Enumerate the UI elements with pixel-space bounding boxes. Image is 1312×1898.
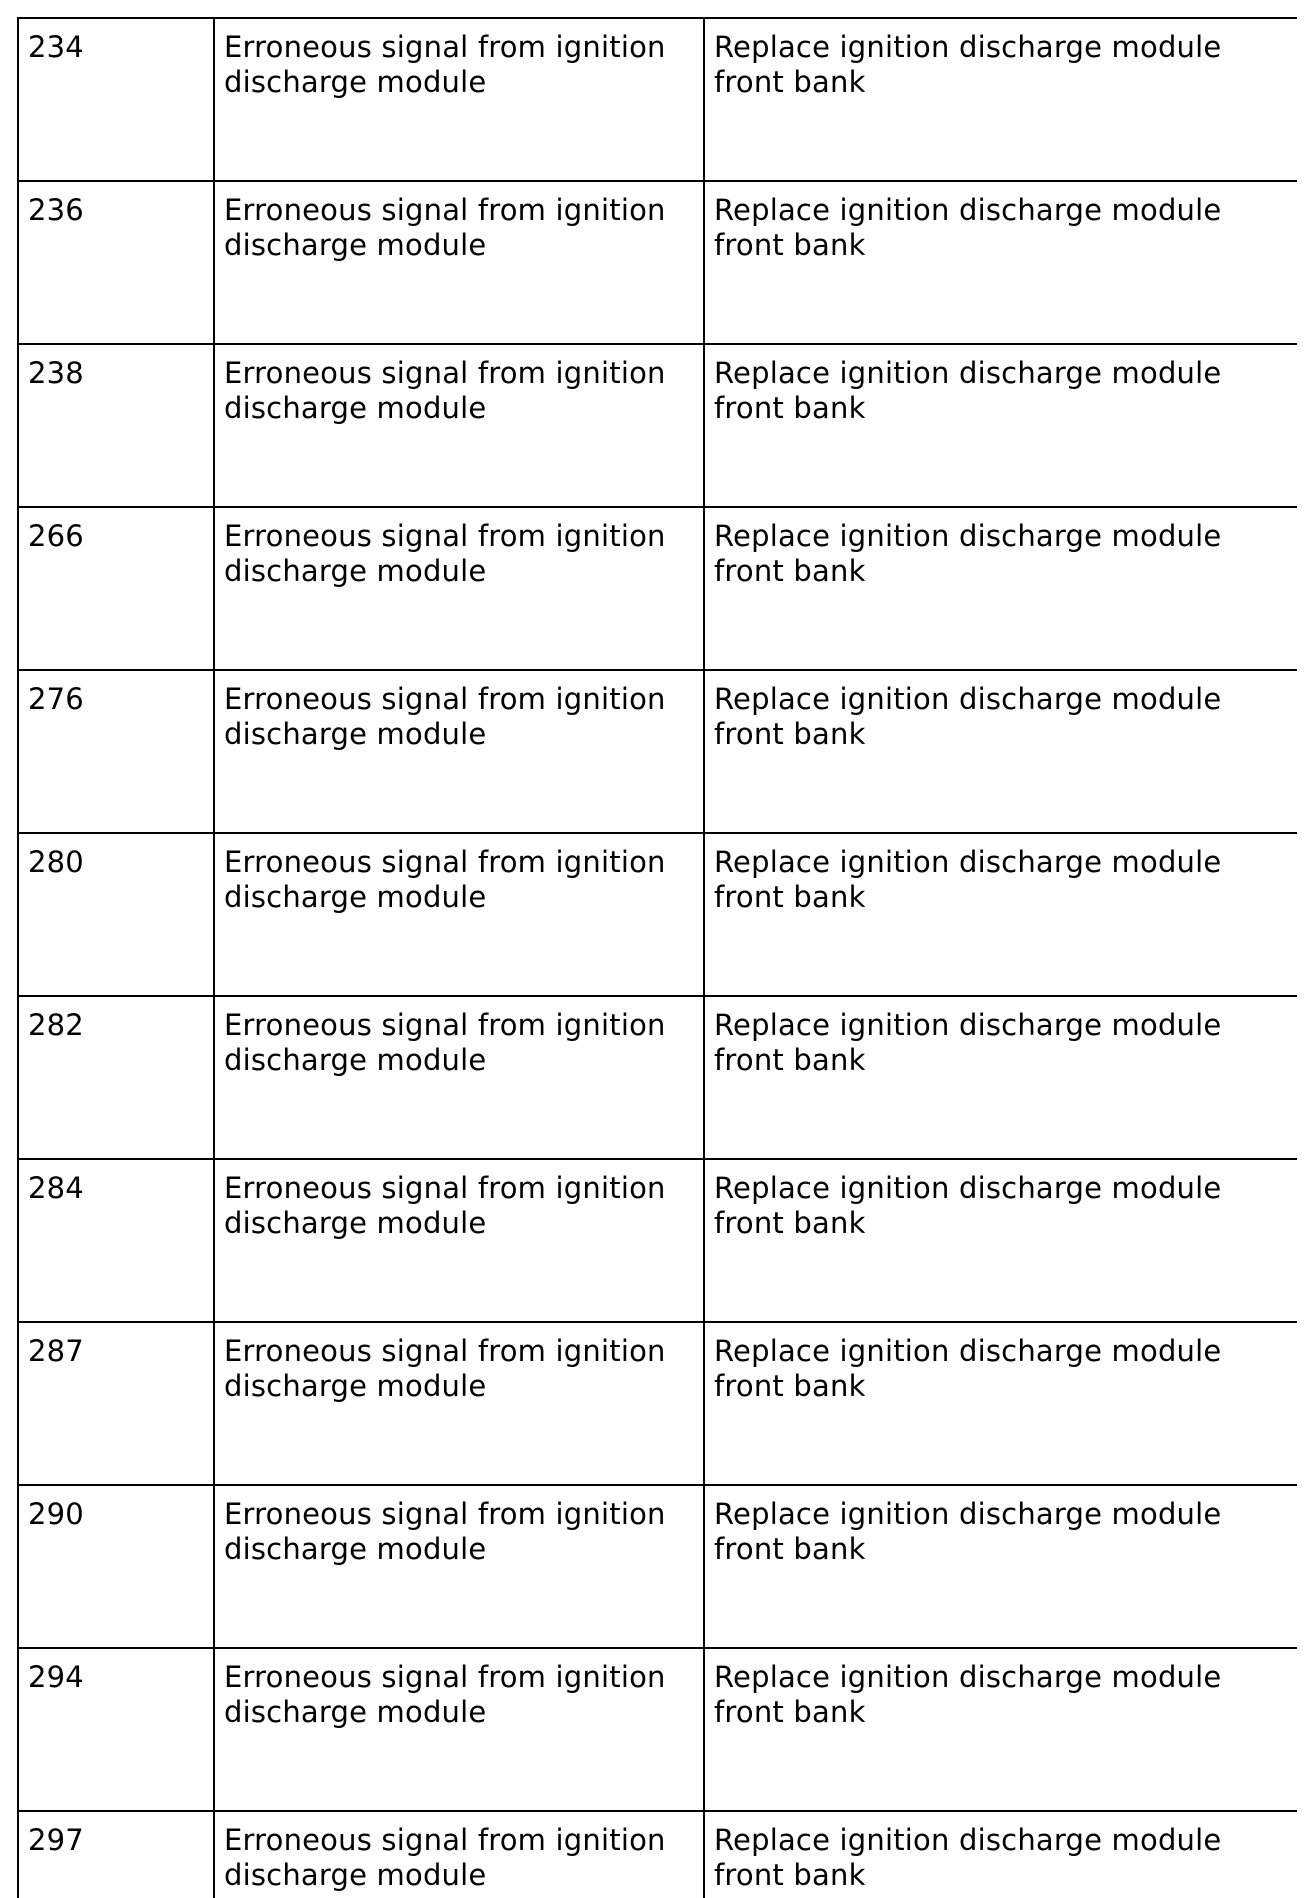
fault-action-cell: Replace ignition discharge module front bank [704, 507, 1297, 670]
fault-cause-cell: Erroneous signal from ignition discharge module [214, 181, 704, 344]
fault-cause-cell: Erroneous signal from ignition discharge module [214, 996, 704, 1159]
table-row [18, 344, 1297, 507]
fault-action-cell: Replace ignition discharge module front bank [704, 181, 1297, 344]
fault-code-cell: 236 [18, 181, 214, 344]
fault-code-cell: 282 [18, 996, 214, 1159]
table-row [18, 181, 1297, 344]
fault-code-table-container [17, 17, 1297, 1898]
fault-action-cell: Replace ignition discharge module front bank [704, 670, 1297, 833]
fault-code-cell: 290 [18, 1485, 214, 1648]
table-row [18, 1648, 1297, 1811]
fault-cause-cell: Erroneous signal from ignition discharge module [214, 344, 704, 507]
fault-cause-cell: Erroneous signal from ignition discharge module [214, 18, 704, 181]
fault-action-cell: Replace ignition discharge module front bank [704, 1811, 1297, 1898]
fault-code-cell: 266 [18, 507, 214, 670]
table-row [18, 1159, 1297, 1322]
table-row [18, 1811, 1297, 1898]
fault-action-cell: Replace ignition discharge module front bank [704, 344, 1297, 507]
table-row [18, 507, 1297, 670]
table-row [18, 996, 1297, 1159]
fault-action-cell: Replace ignition discharge module front bank [704, 1648, 1297, 1811]
table-row [18, 1322, 1297, 1485]
fault-cause-cell: Erroneous signal from ignition discharge module [214, 670, 704, 833]
fault-action-cell: Replace ignition discharge module front bank [704, 833, 1297, 996]
fault-action-cell: Replace ignition discharge module front bank [704, 1485, 1297, 1648]
fault-action-cell: Replace ignition discharge module front bank [704, 18, 1297, 181]
fault-code-cell: 297 [18, 1811, 214, 1898]
fault-cause-cell: Erroneous signal from ignition discharge module [214, 1648, 704, 1811]
fault-code-cell: 276 [18, 670, 214, 833]
fault-code-cell: 234 [18, 18, 214, 181]
fault-code-cell: 238 [18, 344, 214, 507]
fault-code-cell: 287 [18, 1322, 214, 1485]
fault-cause-cell: Erroneous signal from ignition discharge module [214, 1485, 704, 1648]
table-row [18, 1485, 1297, 1648]
fault-action-cell: Replace ignition discharge module front bank [704, 996, 1297, 1159]
fault-cause-cell: Erroneous signal from ignition discharge module [214, 833, 704, 996]
table-row [18, 18, 1297, 181]
fault-action-cell: Replace ignition discharge module front bank [704, 1322, 1297, 1485]
fault-code-cell: 280 [18, 833, 214, 996]
table-row [18, 670, 1297, 833]
fault-action-cell: Replace ignition discharge module front bank [704, 1159, 1297, 1322]
fault-cause-cell: Erroneous signal from ignition discharge module [214, 507, 704, 670]
fault-cause-cell: Erroneous signal from ignition discharge module [214, 1322, 704, 1485]
table-row [18, 833, 1297, 996]
fault-cause-cell: Erroneous signal from ignition discharge module [214, 1811, 704, 1898]
fault-code-cell: 294 [18, 1648, 214, 1811]
fault-code-table [17, 17, 1297, 1898]
fault-code-cell: 284 [18, 1159, 214, 1322]
fault-cause-cell: Erroneous signal from ignition discharge module [214, 1159, 704, 1322]
